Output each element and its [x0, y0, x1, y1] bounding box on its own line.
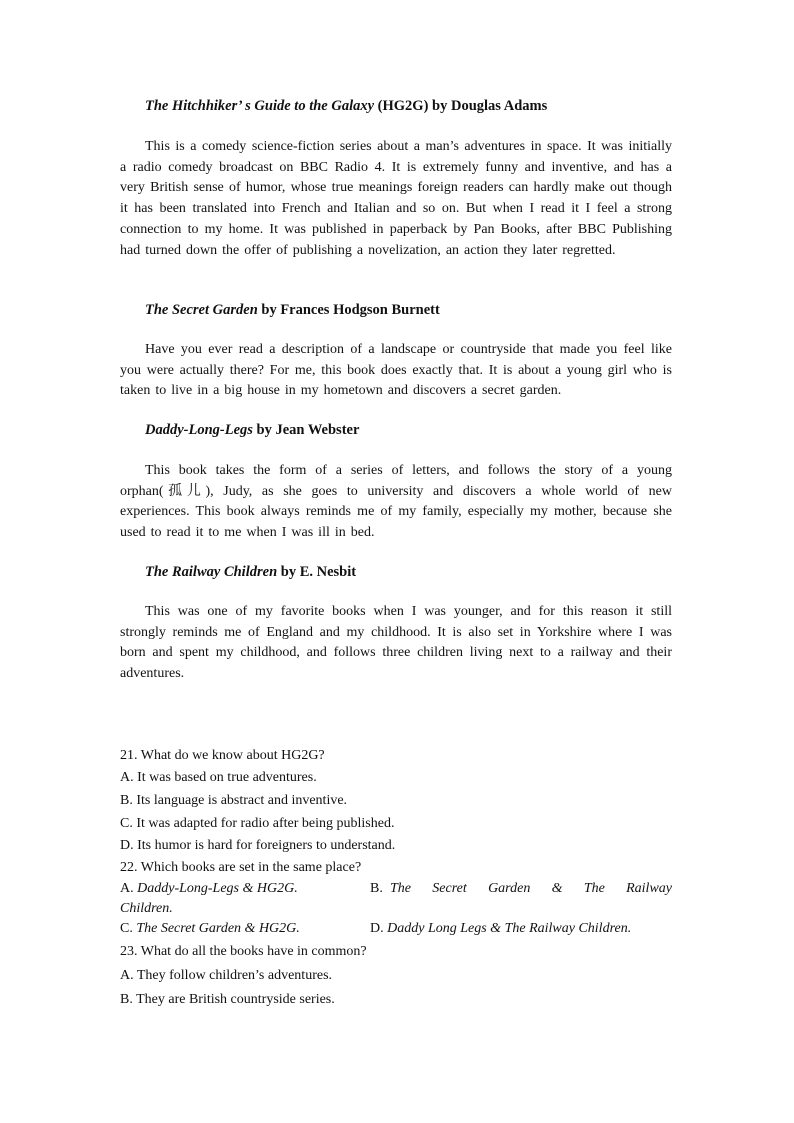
book-author: by Frances Hodgson Burnett [257, 302, 440, 318]
question-22-option-b [370, 879, 672, 899]
book-title: The Secret Garden [145, 302, 258, 318]
book-description-hg2g: This is a comedy science-fiction series about a man’s adventures in space. It was initially a radio comedy broadcast on BBC Radio 4. It is extremely funny and inventive, and has a very British sense of humor, whose true meanings foreign readers can hardly make out though it has been translated into French and Italian and so on. But when I read it I feel a strong connection to my home. It was published in paperback by Pan Books, after BBC Publishing had turned down the offer of publishing a novelization, an action they later regretted. [120, 139, 672, 258]
option-word: & [551, 881, 563, 896]
book-description-secret-garden: Have you ever read a description of a landscape or countryside that made you feel like you were actually there? For me, this book does exactly that. It is about a young girl who is taken to live in a big house in my hometown and discovers a secret garden. [120, 342, 672, 399]
question-23-option-b: B. They are British countryside series. [120, 992, 335, 1007]
question-23-option-a: A. They follow children’s adventures. [120, 968, 333, 983]
book-heading-hg2g [145, 98, 547, 115]
option-letter: D. [370, 921, 388, 936]
option-text: Daddy-Long-Legs & HG2G. [137, 881, 298, 896]
question-21-option-d: D. Its humor is hard for foreigners to understand. [120, 838, 396, 853]
option-word: Secret [432, 881, 467, 896]
option-letter: B. [370, 881, 383, 896]
book-description-daddy-long-legs: This book takes the form of a series of letters, and follows the story of a young orphan(孤儿), Judy, as she goes to university and discovers a whole world of new experiences. This book always reminds me of my family, especially my mother, because she used to read it to me when I was ill in bed. [120, 463, 672, 541]
book-title: The Hitchhiker’ s Guide to the Galaxy [145, 98, 375, 114]
option-word: The [390, 881, 411, 896]
book-author: by E. Nesbit [277, 564, 357, 580]
question-22-option-b-continued: Children. [120, 901, 173, 916]
book-author: by Douglas Adams [428, 98, 548, 114]
question-21-option-a: A. It was based on true adventures. [120, 770, 317, 785]
book-heading-daddy-long-legs [145, 422, 359, 439]
option-text-line1 [390, 879, 672, 899]
option-letter: A. [120, 881, 138, 896]
book-title: The Railway Children [145, 564, 278, 580]
question-23-stem: 23. What do all the books have in common? [120, 944, 367, 959]
book-author: by Jean Webster [252, 422, 360, 438]
option-text: The Secret Garden & HG2G. [136, 921, 300, 936]
book-heading-secret-garden [145, 302, 440, 319]
question-21-stem: 21. What do we know about HG2G? [120, 748, 325, 763]
question-22-stem: 22. Which books are set in the same place? [120, 860, 362, 875]
question-22-options-ab [120, 879, 672, 899]
option-word: Garden [488, 881, 531, 896]
question-21-option-c: C. It was adapted for radio after being published. [120, 816, 395, 831]
question-22-option-d [370, 919, 631, 939]
question-21-option-b: B. Its language is abstract and inventive. [120, 793, 348, 808]
book-description-railway-children: This was one of my favorite books when I was younger, and for this reason it still strongly reminds me of England and my childhood. It is also set in Yorkshire where I was born and spent my childhood, and follows three children living next to a railway and their adventures. [120, 604, 672, 682]
option-word: Railway [626, 881, 672, 896]
book-heading-railway-children [145, 564, 356, 581]
question-22-options-cd [120, 919, 672, 939]
book-title: Daddy-Long-Legs [145, 422, 253, 438]
option-letter: C. [120, 921, 137, 936]
question-22-option-c [120, 921, 300, 936]
option-word: The [583, 881, 605, 896]
book-title-suffix: (HG2G) [374, 98, 429, 114]
question-22-option-a [120, 881, 298, 896]
option-text: Daddy Long Legs & The Railway Children. [387, 921, 632, 936]
